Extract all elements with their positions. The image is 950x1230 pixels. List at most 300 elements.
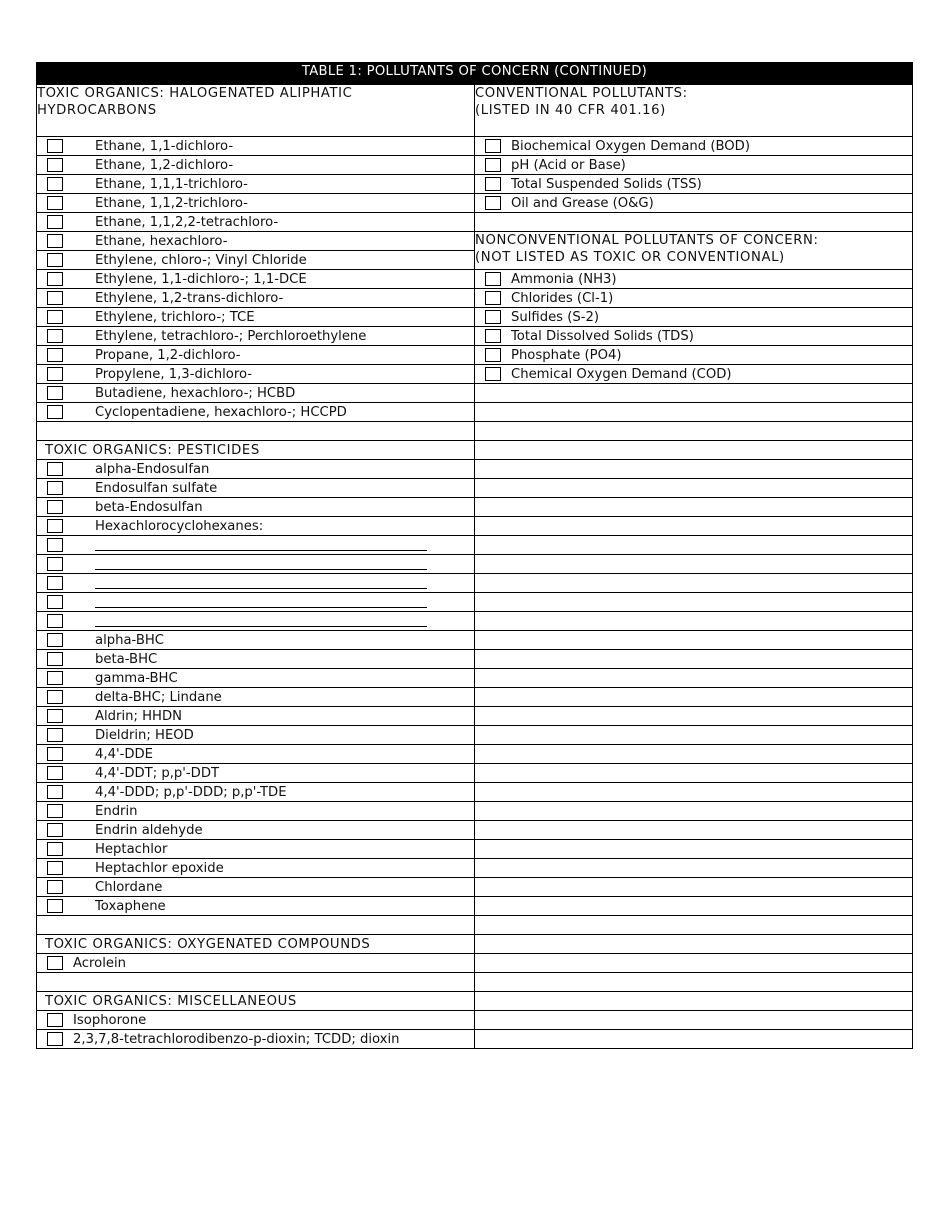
table-row [37, 574, 913, 593]
checklist-row [37, 327, 474, 345]
checklist-row [37, 1011, 474, 1029]
item-label: Butadiene, hexachloro-; HCBD [95, 385, 296, 401]
empty-cell [475, 422, 913, 441]
table-row [37, 745, 913, 764]
item-label: Ethylene, trichloro-; TCE [95, 309, 255, 325]
empty-cell [475, 688, 913, 707]
table-row [37, 156, 913, 175]
checkbox[interactable] [47, 538, 63, 552]
item-label: 4,4'-DDE [95, 746, 153, 762]
item-label: Chlordane [95, 879, 163, 895]
checklist-row [37, 384, 474, 402]
checklist-row [37, 669, 474, 687]
table-row [37, 821, 913, 840]
checkbox[interactable] [47, 348, 63, 362]
item-label: Heptachlor epoxide [95, 860, 224, 876]
table-row [37, 85, 913, 137]
table-row [37, 1011, 913, 1030]
write-in-item [37, 574, 475, 593]
checklist-row [37, 156, 474, 174]
checklist-row [37, 1030, 474, 1048]
table-row [37, 859, 913, 878]
section-heading-line: CONVENTIONAL POLLUTANTS: [475, 86, 688, 101]
table-row [37, 194, 913, 213]
item-label: alpha-Endosulfan [95, 461, 210, 477]
table-row [37, 840, 913, 859]
item-label: Oil and Grease (O&G) [511, 195, 654, 211]
table-row [37, 270, 913, 289]
item-label: Endrin [95, 803, 138, 819]
checklist-row [37, 897, 474, 915]
conventional-item [475, 156, 913, 175]
conventional-item [475, 175, 913, 194]
checkbox[interactable] [47, 785, 63, 799]
checkbox[interactable] [485, 272, 501, 286]
checkbox[interactable] [47, 253, 63, 267]
checklist-row [37, 270, 474, 288]
table-row [37, 897, 913, 916]
item-label: Ethane, 1,1,2-trichloro- [95, 195, 248, 211]
pesticide-item [37, 878, 475, 897]
checklist-row [37, 840, 474, 858]
empty-cell [37, 422, 475, 441]
write-in-line[interactable] [95, 558, 427, 570]
item-label: Phosphate (PO4) [511, 347, 622, 363]
checklist-row [37, 403, 474, 421]
write-in-item [37, 612, 475, 631]
conventional-item [475, 194, 913, 213]
item-label: pH (Acid or Base) [511, 157, 626, 173]
checkbox[interactable] [47, 956, 63, 970]
table-row [37, 479, 913, 498]
empty-cell [475, 479, 913, 498]
checklist-row [37, 688, 474, 706]
checkbox[interactable] [47, 215, 63, 229]
empty-cell [475, 802, 913, 821]
checklist-row [37, 232, 474, 250]
item-label: delta-BHC; Lindane [95, 689, 222, 705]
checklist-row [37, 821, 474, 839]
checklist-row [37, 213, 474, 231]
section-heading-line: (LISTED IN 40 CFR 401.16) [475, 103, 666, 118]
pesticide-item [37, 821, 475, 840]
checkbox[interactable] [47, 823, 63, 837]
checklist-row [37, 555, 474, 573]
misc-item [37, 1030, 475, 1049]
checkbox[interactable] [47, 367, 63, 381]
item-label: Ethane, 1,1,2,2-tetrachloro- [95, 214, 279, 230]
write-in-line[interactable] [95, 596, 427, 608]
item-label: Dieldrin; HEOD [95, 727, 194, 743]
checkbox[interactable] [485, 177, 501, 191]
checklist-row [37, 517, 474, 535]
table-row [37, 460, 913, 479]
section-heading-line: TOXIC ORGANICS: HALOGENATED ALIPHATIC [37, 86, 353, 101]
table-row [37, 954, 913, 973]
item-label: beta-Endosulfan [95, 499, 203, 515]
checkbox[interactable] [47, 557, 63, 571]
item-label: Cyclopentadiene, hexachloro-; HCCPD [95, 404, 347, 420]
table-row [37, 213, 913, 232]
nonconventional-item [475, 365, 913, 384]
checkbox[interactable] [485, 348, 501, 362]
checklist-row [37, 251, 474, 269]
empty-cell [475, 669, 913, 688]
pesticide-item [37, 802, 475, 821]
empty-cell [475, 612, 913, 631]
checkbox[interactable] [47, 519, 63, 533]
checklist-row [37, 536, 474, 554]
checklist-row [475, 175, 912, 193]
checklist-row [37, 479, 474, 497]
write-in-line[interactable] [95, 615, 427, 627]
table-row [37, 517, 913, 536]
pesticide-item [37, 631, 475, 650]
checklist-row [37, 764, 474, 782]
write-in-item [37, 593, 475, 612]
checklist-row [475, 137, 912, 155]
table-row [37, 1030, 913, 1049]
table-row [37, 365, 913, 384]
empty-cell [475, 403, 913, 422]
halogenated-item [37, 327, 475, 346]
table-row [37, 308, 913, 327]
halogenated-item [37, 289, 475, 308]
item-label: Endrin aldehyde [95, 822, 203, 838]
checkbox[interactable] [47, 329, 63, 343]
table-row [37, 593, 913, 612]
checkbox[interactable] [47, 234, 63, 248]
halogenated-item [37, 384, 475, 403]
halogenated-item [37, 346, 475, 365]
table-row [37, 688, 913, 707]
checkbox[interactable] [47, 291, 63, 305]
checkbox[interactable] [47, 158, 63, 172]
item-label: Biochemical Oxygen Demand (BOD) [511, 138, 750, 154]
checkbox[interactable] [47, 1032, 63, 1046]
pesticide-item [37, 460, 475, 479]
checkbox[interactable] [47, 880, 63, 894]
empty-cell [475, 517, 913, 536]
item-label: 4,4'-DDD; p,p'-DDD; p,p'-TDE [95, 784, 287, 800]
pesticide-item [37, 479, 475, 498]
checkbox[interactable] [47, 500, 63, 514]
checkbox[interactable] [485, 310, 501, 324]
checklist-row [37, 612, 474, 630]
empty-cell [475, 213, 913, 232]
item-label: Propane, 1,2-dichloro- [95, 347, 241, 363]
empty-cell [475, 555, 913, 574]
item-label: Ethylene, 1,2-trans-dichloro- [95, 290, 284, 306]
table-row [37, 384, 913, 403]
checkbox[interactable] [47, 310, 63, 324]
nonconventional-item [475, 327, 913, 346]
write-in-item [37, 536, 475, 555]
empty-cell [475, 973, 913, 992]
table-row [37, 289, 913, 308]
checkbox[interactable] [47, 842, 63, 856]
checkbox[interactable] [47, 196, 63, 210]
pesticide-item [37, 517, 475, 536]
checkbox[interactable] [47, 728, 63, 742]
checkbox[interactable] [47, 899, 63, 913]
checkbox[interactable] [47, 177, 63, 191]
checkbox[interactable] [47, 462, 63, 476]
empty-cell [475, 1030, 913, 1049]
pesticide-item [37, 707, 475, 726]
item-label: Ammonia (NH3) [511, 271, 617, 287]
pollutants-table [36, 62, 913, 1049]
checklist-row [37, 194, 474, 212]
halogenated-item [37, 194, 475, 213]
empty-cell [475, 384, 913, 403]
section-heading-nonconventional [475, 232, 913, 270]
table-row [37, 802, 913, 821]
item-label: Ethane, 1,2-dichloro- [95, 157, 234, 173]
empty-cell [475, 935, 913, 954]
empty-cell [475, 631, 913, 650]
item-label: Heptachlor [95, 841, 168, 857]
empty-cell [475, 764, 913, 783]
empty-cell [475, 783, 913, 802]
item-label: Total Dissolved Solids (TDS) [511, 328, 694, 344]
item-label: Propylene, 1,3-dichloro- [95, 366, 253, 382]
checkbox[interactable] [47, 747, 63, 761]
checkbox[interactable] [485, 329, 501, 343]
nonconventional-item [475, 346, 913, 365]
pesticide-item [37, 840, 475, 859]
checkbox[interactable] [47, 614, 63, 628]
checkbox[interactable] [47, 272, 63, 286]
checklist-row [37, 954, 474, 972]
pesticide-item [37, 650, 475, 669]
checkbox[interactable] [47, 861, 63, 875]
item-label: Aldrin; HHDN [95, 708, 182, 724]
pesticide-item [37, 897, 475, 916]
checklist-row [37, 365, 474, 383]
nonconventional-item [475, 308, 913, 327]
checklist-row [37, 574, 474, 592]
item-label: Ethylene, tetrachloro-; Perchloroethylene [95, 328, 367, 344]
checkbox[interactable] [47, 386, 63, 400]
section-heading-oxygenated: TOXIC ORGANICS: OXYGENATED COMPOUNDS [37, 935, 475, 954]
checkbox[interactable] [47, 633, 63, 647]
table-row [37, 498, 913, 517]
pesticide-item [37, 783, 475, 802]
empty-cell [475, 441, 913, 460]
table-row [37, 783, 913, 802]
conventional-item [475, 137, 913, 156]
table-row [37, 536, 913, 555]
checklist-row [37, 783, 474, 801]
pesticide-item [37, 498, 475, 517]
checklist-row [37, 631, 474, 649]
checklist-row [475, 346, 912, 364]
checklist-row [37, 878, 474, 896]
item-label: gamma-BHC [95, 670, 178, 686]
empty-cell [475, 707, 913, 726]
table-row [37, 346, 913, 365]
table-row [37, 650, 913, 669]
checklist-row [37, 308, 474, 326]
checklist-row [37, 859, 474, 877]
section-heading-conventional [475, 85, 913, 137]
checkbox[interactable] [485, 196, 501, 210]
checklist-row [37, 137, 474, 155]
checkbox[interactable] [485, 139, 501, 153]
halogenated-item [37, 213, 475, 232]
halogenated-item [37, 403, 475, 422]
halogenated-item [37, 232, 475, 251]
section-heading-misc: TOXIC ORGANICS: MISCELLANEOUS [37, 992, 475, 1011]
empty-cell [475, 821, 913, 840]
table-row [37, 973, 913, 992]
empty-cell [475, 745, 913, 764]
empty-cell [37, 973, 475, 992]
item-label: Ethane, 1,1-dichloro- [95, 138, 234, 154]
table-row [37, 137, 913, 156]
empty-cell [475, 954, 913, 973]
table-row [37, 555, 913, 574]
checkbox[interactable] [47, 481, 63, 495]
nonconventional-item [475, 270, 913, 289]
empty-cell [475, 593, 913, 612]
checklist-row [37, 289, 474, 307]
table-row [37, 935, 913, 954]
item-label: Ethylene, 1,1-dichloro-; 1,1-DCE [95, 271, 307, 287]
checkbox[interactable] [47, 139, 63, 153]
halogenated-item [37, 365, 475, 384]
pesticide-item [37, 859, 475, 878]
checkbox[interactable] [47, 709, 63, 723]
item-label: Hexachlorocyclohexanes: [95, 518, 264, 534]
checkbox[interactable] [47, 1013, 63, 1027]
pesticide-item [37, 726, 475, 745]
checklist-row [37, 650, 474, 668]
checkbox[interactable] [47, 766, 63, 780]
empty-cell [475, 878, 913, 897]
item-label: Chlorides (Cl-1) [511, 290, 614, 306]
checklist-row [37, 745, 474, 763]
halogenated-item [37, 308, 475, 327]
checklist-row [475, 270, 912, 288]
checkbox[interactable] [47, 576, 63, 590]
misc-item [37, 1011, 475, 1030]
halogenated-item [37, 270, 475, 289]
empty-cell [475, 916, 913, 935]
item-label: beta-BHC [95, 651, 158, 667]
table-row [37, 403, 913, 422]
nonconventional-item [475, 289, 913, 308]
item-label: Acrolein [73, 955, 127, 971]
checkbox[interactable] [47, 595, 63, 609]
empty-cell [475, 859, 913, 878]
table-row [37, 441, 913, 460]
empty-cell [475, 574, 913, 593]
item-label: 4,4'-DDT; p,p'-DDT [95, 765, 220, 781]
table-row [37, 992, 913, 1011]
table-row [37, 878, 913, 897]
section-heading-line: (NOT LISTED AS TOXIC OR CONVENTIONAL) [475, 250, 785, 265]
section-heading-line: NONCONVENTIONAL POLLUTANTS OF CONCERN: [475, 233, 819, 248]
checklist-row [37, 346, 474, 364]
table-row [37, 764, 913, 783]
checklist-row [475, 327, 912, 345]
checkbox[interactable] [47, 690, 63, 704]
checkbox[interactable] [485, 158, 501, 172]
item-label: Ethylene, chloro-; Vinyl Chloride [95, 252, 307, 268]
item-label: Isophorone [73, 1012, 147, 1028]
empty-cell [475, 498, 913, 517]
halogenated-item [37, 175, 475, 194]
table-row [37, 175, 913, 194]
halogenated-item [37, 137, 475, 156]
checklist-row [37, 460, 474, 478]
write-in-item [37, 555, 475, 574]
empty-cell [475, 726, 913, 745]
section-heading-halogenated [37, 85, 475, 137]
table-row [37, 726, 913, 745]
pesticide-item [37, 764, 475, 783]
table-title: TABLE 1: POLLUTANTS OF CONCERN (CONTINUED) [37, 63, 913, 85]
table-row [37, 669, 913, 688]
item-label: 2,3,7,8-tetrachlorodibenzo-p-dioxin; TCDD; dioxin [73, 1031, 400, 1047]
checkbox[interactable] [485, 367, 501, 381]
section-heading-pesticides: TOXIC ORGANICS: PESTICIDES [37, 441, 475, 460]
write-in-line[interactable] [95, 577, 427, 589]
item-label: Chemical Oxygen Demand (COD) [511, 366, 732, 382]
checklist-row [37, 593, 474, 611]
halogenated-item [37, 156, 475, 175]
empty-cell [475, 536, 913, 555]
empty-cell [475, 992, 913, 1011]
section-heading-line: HYDROCARBONS [37, 103, 157, 118]
table-row [37, 612, 913, 631]
table-row [37, 327, 913, 346]
pesticide-item [37, 745, 475, 764]
checkbox[interactable] [47, 671, 63, 685]
empty-cell [37, 916, 475, 935]
checkbox[interactable] [485, 291, 501, 305]
item-label: Ethane, hexachloro- [95, 233, 228, 249]
checkbox[interactable] [47, 804, 63, 818]
empty-cell [475, 460, 913, 479]
checklist-row [475, 308, 912, 326]
checklist-row [475, 289, 912, 307]
item-label: Ethane, 1,1,1-trichloro- [95, 176, 248, 192]
write-in-line[interactable] [95, 539, 427, 551]
checkbox[interactable] [47, 652, 63, 666]
table-row [37, 232, 913, 251]
checklist-row [475, 365, 912, 383]
empty-cell [475, 1011, 913, 1030]
checklist-row [37, 707, 474, 725]
checklist-row [37, 175, 474, 193]
checkbox[interactable] [47, 405, 63, 419]
item-label: Sulfides (S-2) [511, 309, 600, 325]
checklist-row [475, 194, 912, 212]
empty-cell [475, 650, 913, 669]
table-row [37, 631, 913, 650]
table-row [37, 422, 913, 441]
checklist-row [37, 498, 474, 516]
checklist-row [37, 802, 474, 820]
item-label: alpha-BHC [95, 632, 165, 648]
table-row [37, 707, 913, 726]
pesticide-item [37, 669, 475, 688]
item-label: Toxaphene [95, 898, 166, 914]
empty-cell [475, 840, 913, 859]
